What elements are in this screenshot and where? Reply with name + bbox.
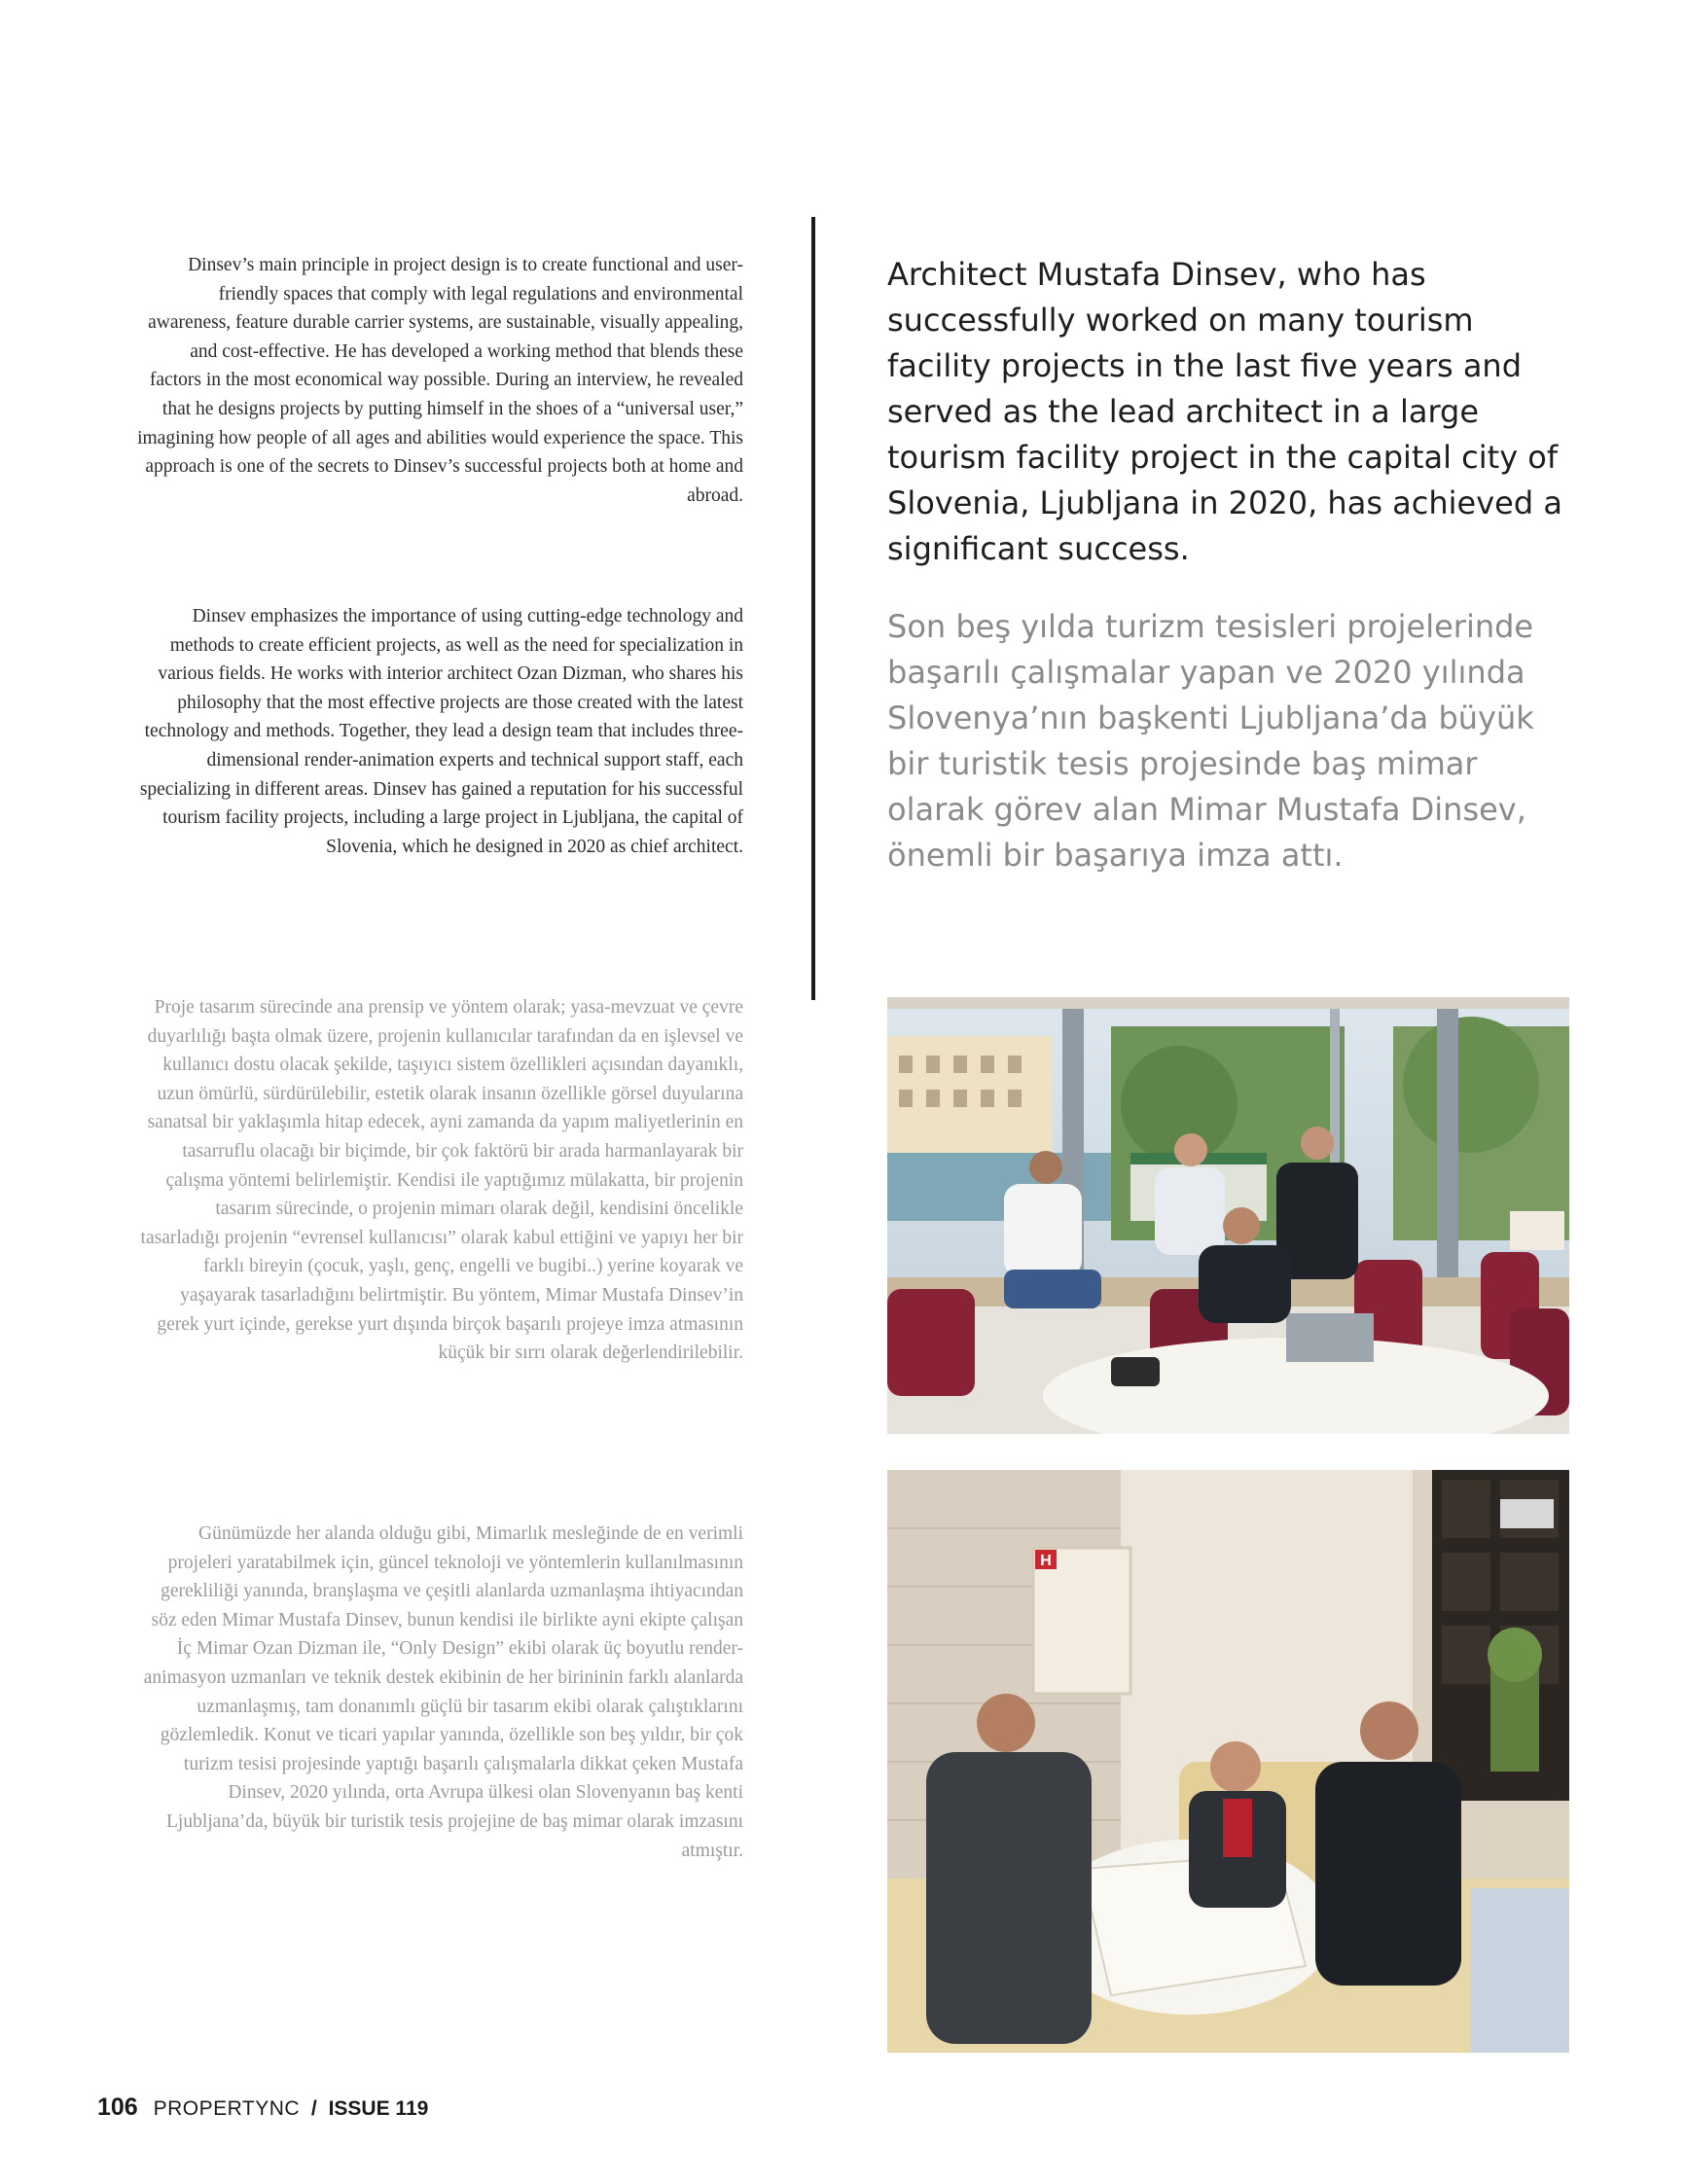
column-divider [811, 217, 815, 1000]
hotel-sign-letter: H [1040, 1553, 1052, 1569]
page-number: 106 [97, 2094, 138, 2121]
english-paragraph-2: Dinsev emphasizes the importance of using cutting-edge technology and methods to create efficient projects, as well as the need for specialization in various fields. He works with interior architect Ozan Dizman, who shares his philosophy that the most effective projects are those created with the latest technology and methods. Together, they lead a design team that includes three-dimensional render-animation experts and technical support staff, each specializing in different areas. Dinsev has gained a reputation for his successful tourism facility projects, including a large project in Ljubljana, the capital of Slovenia, which he designed in 2020 as chief architect. [139, 606, 743, 857]
page-footer [97, 2094, 428, 2122]
turkish-paragraph-2: Günümüzde her alanda olduğu gibi, Mimarlık mesleğinde de en verimli projeleri yaratabilmek için, güncel teknoloji ve yöntemlerin kullanılmasının gerekliliği yanında, branşlaşma ve çeşitli alanlarda uzmanlaşma ihtiyacından söz eden Mimar Mustafa Dinsev, bunun kendisi ile birlikte ayni ekipte çalışan İç Mimar Ozan Dizman ile, “Only Design” ekibi olarak üç boyutlu render-animasyon uzmanları ve teknik destek ekibinin de her birininin farklı alanlarda uzmanlaşmış, tam donanımlı güçlü bir tasarım ekibi olarak çalıştıklarını gözlemledik. Konut ve ticari yapılar yanında, özellikle son beş yıldır, bir çok turizm tesisi projesinde yaptığı başarılı çalışmalarla dikkat çeken Mustafa Dinsev, 2020 yılında, orta Avrupa ülkesi olan Slovenyanın baş kenti Ljubljana’da, büyük bir turistik tesis projejine de baş mimar olarak imzasını atmıştır. [143, 1523, 743, 1861]
pullquote-turkish: Son beş yılda turizm tesisleri projelerinde başarılı çalışmalar yapan ve 2020 yılında Slovenya’nın başkenti Ljubljana’da büyük bir turistik tesis projesinde baş mimar olarak görev alan Mimar Mustafa Dinsev, önemli bir başarıya imza attı. [887, 608, 1534, 874]
footer-separator: / [310, 2097, 317, 2120]
meeting-photo-restaurant [887, 997, 1569, 1434]
english-paragraph-1: Dinsev’s main principle in project design is to create functional and user-friendly spaces that comply with legal regulations and environmental awareness, feature durable carrier systems, are sustainable, visually appealing, and cost-effective. He has developed a working method that blends these factors in the most economical way possible. During an interview, he revealed that he designs projects by putting himself in the shoes of a “universal user,” imagining how people of all ages and abilities would experience the space. This approach is one of the secrets to Dinsev’s successful projects both at home and abroad. [137, 255, 743, 506]
issue-number: ISSUE 119 [328, 2097, 429, 2120]
magazine-name: PROPERTYNC [153, 2097, 301, 2120]
meeting-photo-lounge [887, 1470, 1569, 2053]
turkish-paragraph-1: Proje tasarım sürecinde ana prensip ve yöntem olarak; yasa-mevzuat ve çevre duyarlılığı başta olmak üzere, projenin kullanıcılar tarafından da en işlevsel ve kullanıcı dostu olacak şekilde, taşıyıcı sistem özellikleri açısından dayanıklı, uzun ömürlü, sürdürülebilir, estetik olarak insanın özellikle görsel duyularına sanatsal bir yaklaşımla hitap edecek, ayni zamanda da yapım maliyetlerinin en tasarruflu olacağı bir biçimde, bir çok faktörü bir arada harmanlayarak bir çalışma yöntemi belirlemiştir. Kendisi ile yaptığımız mülakatta, bir projenin tasarım sürecinde, o projenin mimarı olarak değil, kendisini öncelikle tasarladığı projenin “evrensel kullanıcısı” olarak kabul ettiğini ve yapıyı her bir farklı bireyin (çocuk, yaşlı, genç, engelli ve bugibi..) yerine koyarak ve yaşayarak tasarladığını belirtmiştir. Bu yöntem, Mimar Mustafa Dinsev’in gerek yurt içinde, gerekse yurt dışında birçok başarılı projeye imza atmasının küçük bir sırrı olarak değerlendirilebilir. [140, 997, 743, 1364]
pullquote-english: Architect Mustafa Dinsev, who has successfully worked on many tourism facility projects in the last five years and served as the lead architect in a large tourism facility project in the capital city of Slovenia, Ljubljana in 2020, has achieved a significant success. [887, 256, 1562, 567]
